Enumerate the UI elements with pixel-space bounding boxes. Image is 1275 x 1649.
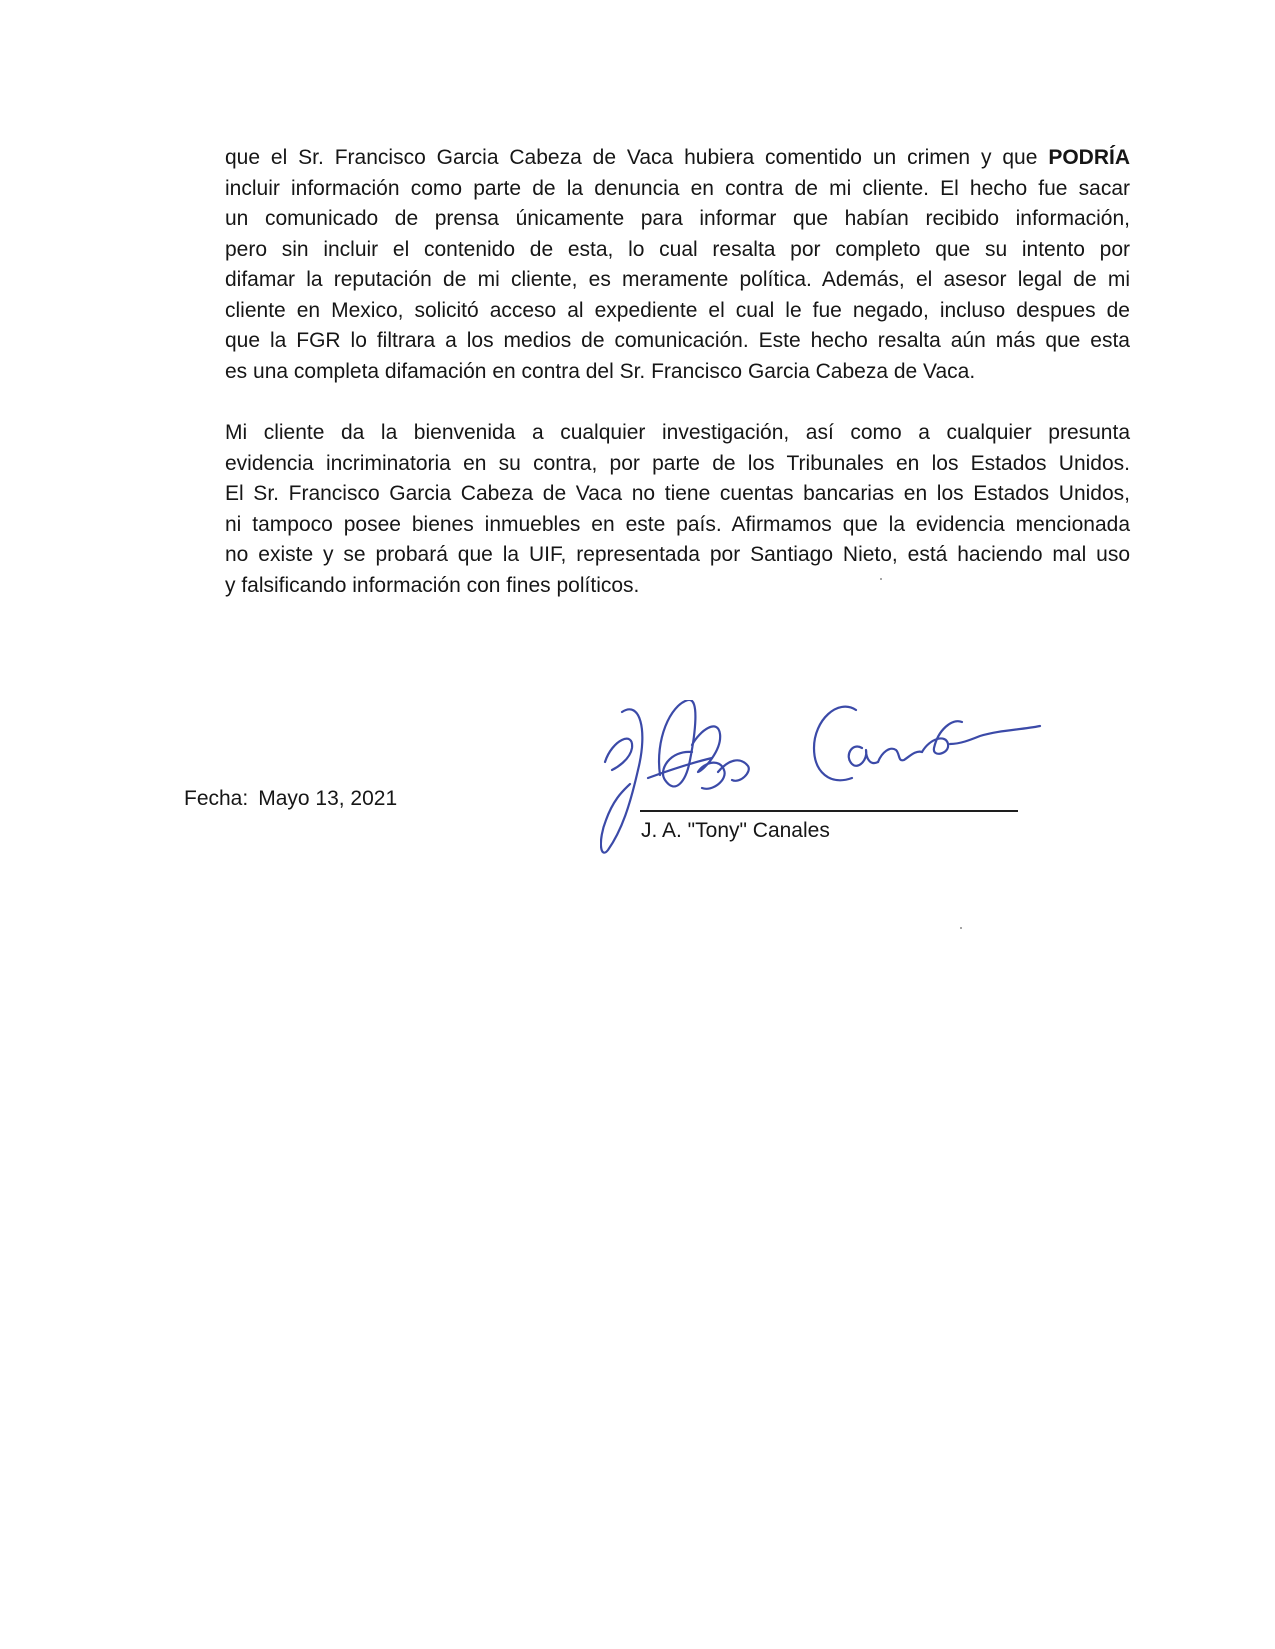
paragraph-1-line-7: que la FGR lo filtrara a los medios de comunicación. Este hecho resalta aún más que esta (225, 329, 1130, 352)
paragraph-1-line-2: incluir información como parte de la denuncia en contra de mi cliente. El hecho fue sacar (225, 176, 1130, 200)
signer-name: J. A. "Tony" Canales (641, 819, 830, 842)
handwritten-signature (600, 700, 1100, 900)
paragraph-1-line-1: que el Sr. Francisco Garcia Cabeza de Vaca hubiera comentido un crimen y que PODRÍA (225, 146, 1130, 169)
emphasis-podria: PODRÍA (1048, 146, 1130, 169)
paragraph-2-line-6: y falsificando información con fines políticos. (225, 573, 640, 597)
paragraph-1-line-5: difamar la reputación de mi cliente, es meramente política. Además, el asesor legal de mi (225, 268, 1130, 291)
paragraph-1-line-4: pero sin incluir el contenido de esta, lo cual resalta por completo que su intento por (225, 237, 1130, 261)
paragraph-1-line-8: es una completa difamación en contra del Sr. Francisco Garcia Cabeza de Vaca. (225, 359, 976, 383)
paragraph-2 (225, 418, 1130, 601)
paragraph-2-line-2: evidencia incriminatoria en su contra, por parte de los Tribunales en los Estados Unidos. (225, 451, 1130, 475)
paragraph-1 (225, 143, 1130, 387)
signature-block (600, 700, 1100, 900)
date-value: Mayo 13, 2021 (258, 787, 398, 810)
paragraph-2-line-3: El Sr. Francisco Garcia Cabeza de Vaca no tiene cuentas bancarias en los Estados Unidos, (225, 482, 1130, 505)
paragraph-2-line-1: Mi cliente da la bienvenida a cualquier investigación, así como a cualquier presunta (225, 421, 1130, 444)
paragraph-1-line-3: un comunicado de prensa únicamente para informar que habían recibido información, (225, 207, 1130, 230)
paragraph-1-line-6: cliente en Mexico, solicitó acceso al expediente el cual le fue negado, incluso despues de (225, 298, 1130, 322)
date-line (184, 785, 397, 813)
paragraph-2-line-4: ni tampoco posee bienes inmuebles en este país. Afirmamos que la evidencia mencionada (225, 512, 1130, 536)
date-label: Fecha: (184, 787, 249, 810)
scan-speck (960, 927, 962, 929)
paragraph-2-line-5: no existe y se probará que la UIF, representada por Santiago Nieto, está haciendo mal uso (225, 543, 1130, 566)
scan-speck (880, 578, 882, 580)
